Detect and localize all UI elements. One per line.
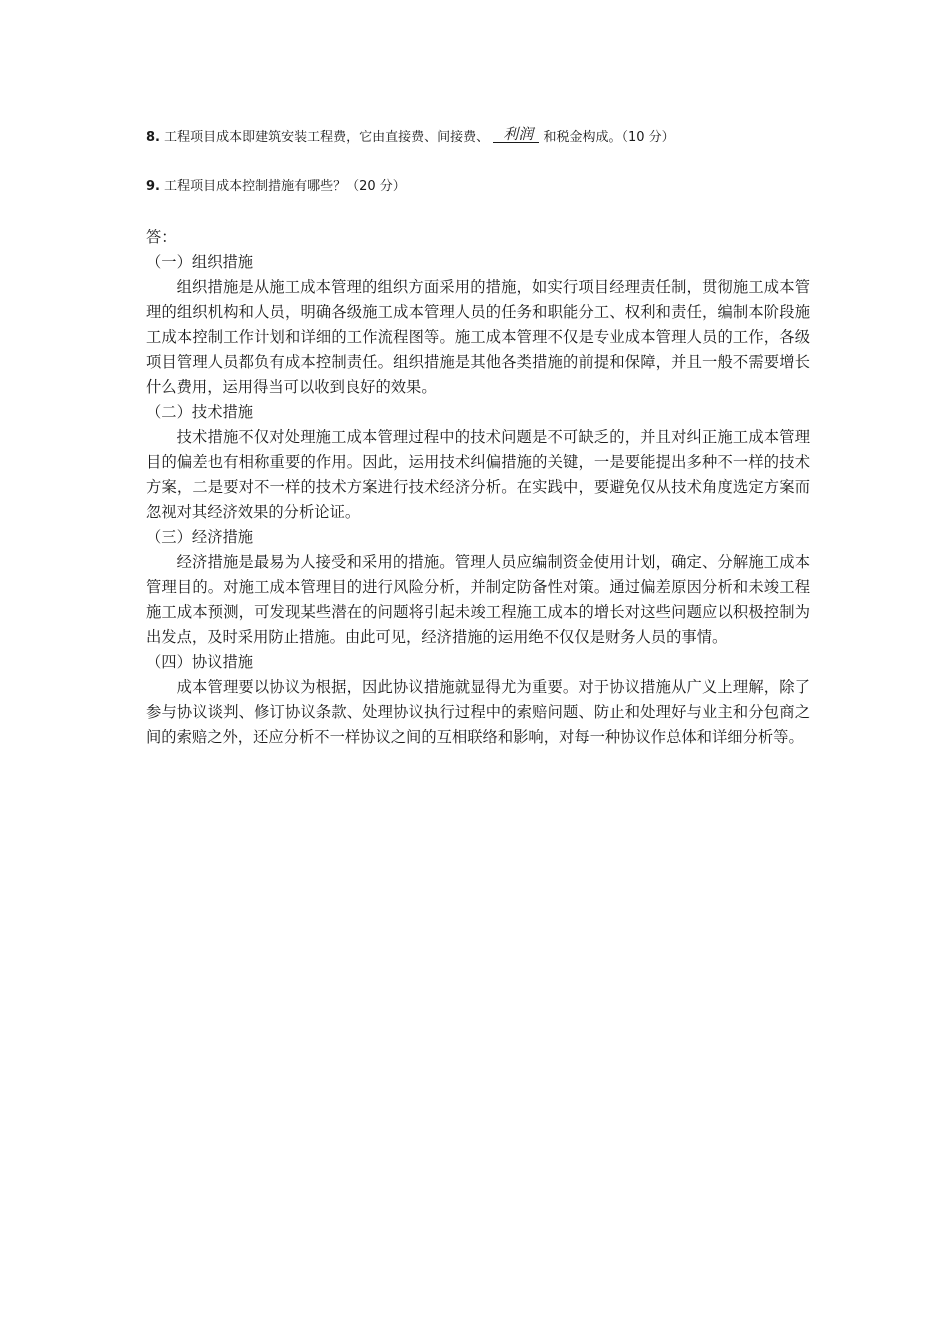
- answer-label: 答：: [146, 228, 177, 246]
- section-title-technical: （二）技术措施: [146, 403, 254, 421]
- section-title-contract: （四）协议措施: [146, 653, 254, 671]
- question-8-text-before: 工程项目成本即建筑安装工程费，它由直接费、间接费、: [164, 130, 490, 145]
- answer-block: [146, 225, 810, 750]
- section-body-economic: 经济措施是最易为人接受和采用的措施。管理人员应编制资金使用计划，确定、分解施工成本管理目的。对施工成本管理目的进行风险分析，并制定防备性对策。通过偏差原因分析和未竣工程施工成本预测，可发现某些潜在的问题将引起未竣工程施工成本的增长对这些问题应以积极控制为出发点，及时采用防止措施。由此可见，经济措施的运用绝不仅仅是财务人员的事情。: [146, 553, 810, 646]
- question-8-blank-answer: 利润: [493, 126, 539, 143]
- section-body-organization: 组织措施是从施工成本管理的组织方面采用的措施，如实行项目经理责任制，贯彻施工成本管理的组织机构和人员，明确各级施工成本管理人员的任务和职能分工、权利和责任，编制本阶段施工成本控制工作计划和详细的工作流程图等。施工成本管理不仅是专业成本管理人员的工作，各级项目管理人员都负有成本控制责任。组织措施是其他各类措施的前提和保障，并且一般不需要增长什么费用，运用得当可以收到良好的效果。: [146, 278, 810, 396]
- question-9-number: 9.: [146, 179, 160, 194]
- question-8-text-after: 和税金构成。（10 分）: [543, 130, 675, 145]
- section-title-economic: （三）经济措施: [146, 528, 254, 546]
- question-8-number: 8.: [146, 130, 160, 145]
- question-9: [146, 178, 826, 196]
- question-8: [146, 125, 826, 147]
- section-title-organization: （一）组织措施: [146, 253, 254, 271]
- section-body-contract: 成本管理要以协议为根据，因此协议措施就显得尤为重要。对于协议措施从广义上理解，除了参与协议谈判、修订协议条款、处理协议执行过程中的索赔问题、防止和处理好与业主和分包商之间的索赔之外，还应分析不一样协议之间的互相联络和影响，对每一种协议作总体和详细分析等。: [146, 678, 810, 746]
- section-body-technical: 技术措施不仅对处理施工成本管理过程中的技术问题是不可缺乏的，并且对纠正施工成本管理目的偏差也有相称重要的作用。因此，运用技术纠偏措施的关键，一是要能提出多种不一样的技术方案，二是要对不一样的技术方案进行技术经济分析。在实践中，要避免仅从技术角度选定方案而忽视对其经济效果的分析论证。: [146, 428, 810, 521]
- question-9-text: 工程项目成本控制措施有哪些？（20 分）: [164, 179, 406, 194]
